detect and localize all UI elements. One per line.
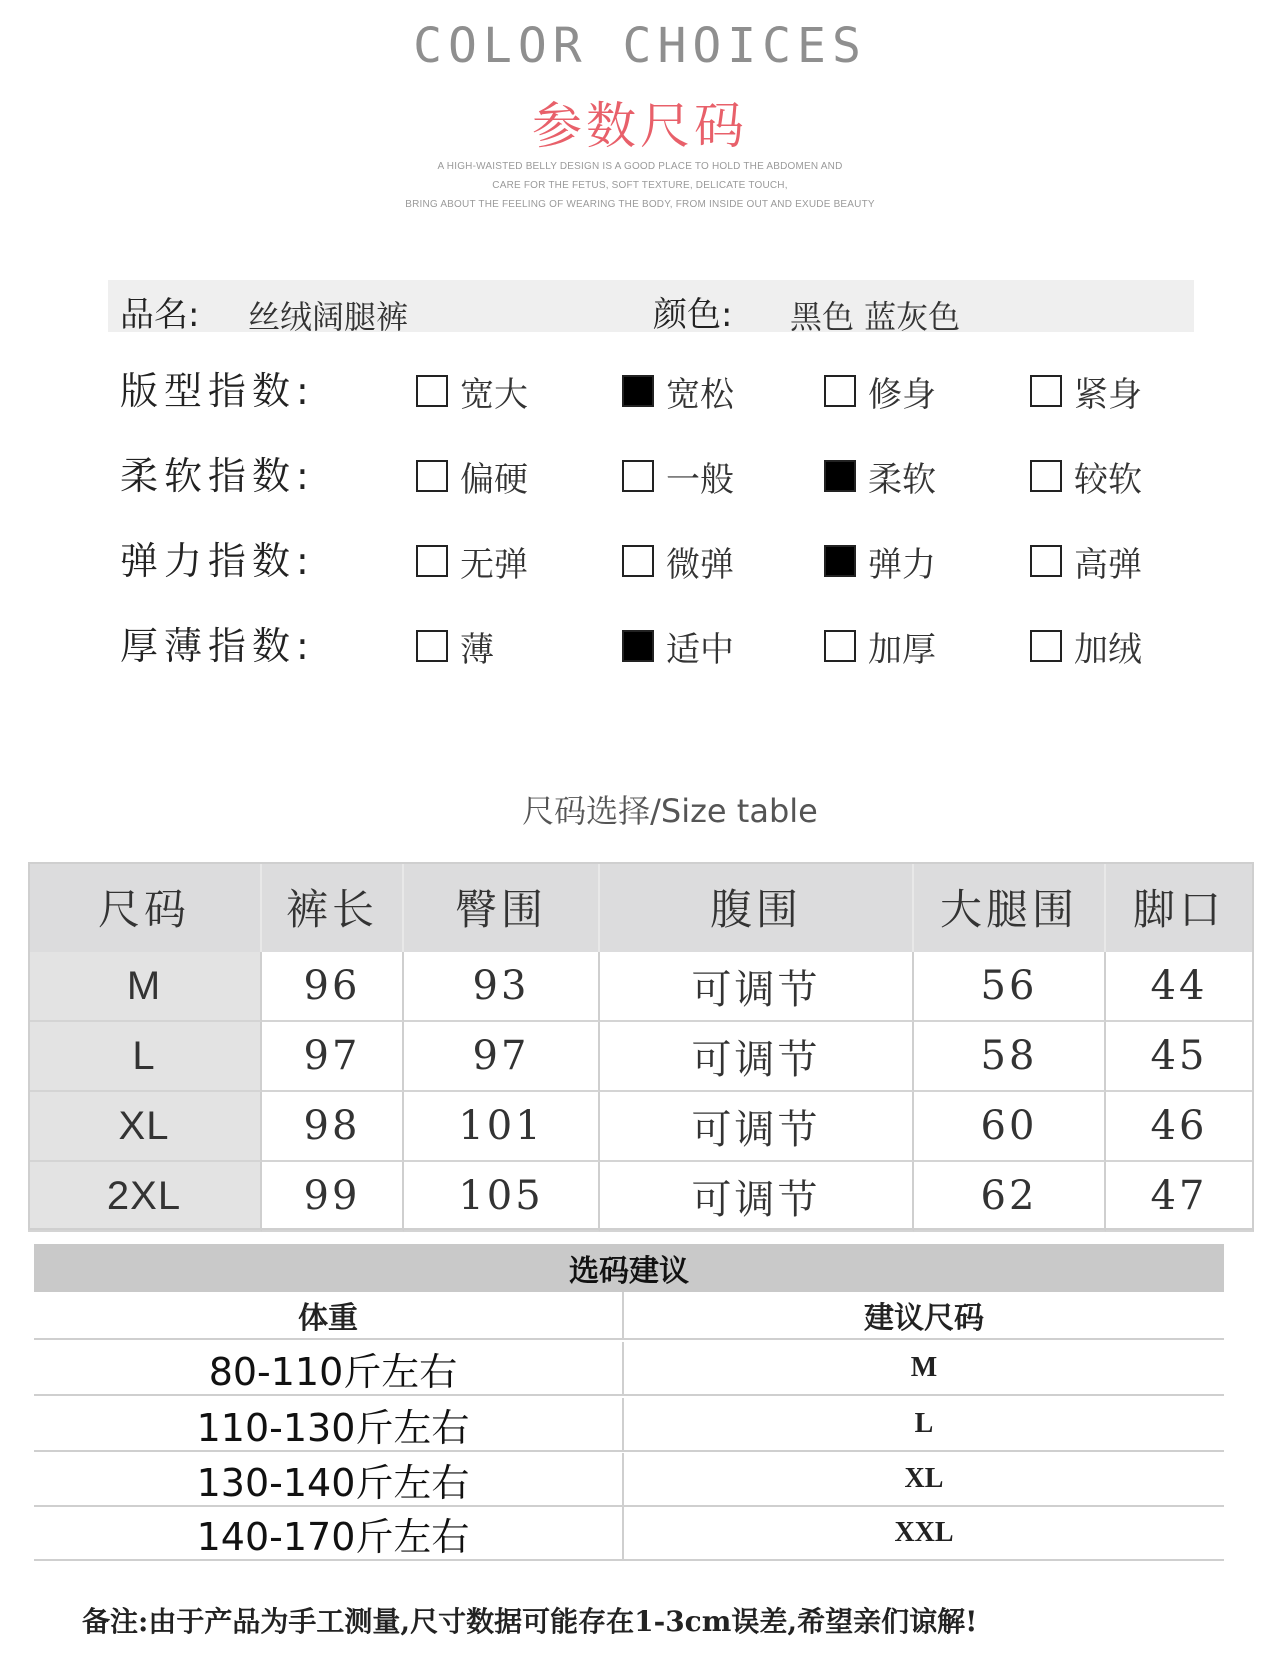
recommendation-header-row bbox=[34, 1292, 1224, 1340]
checked-box-icon bbox=[824, 545, 856, 577]
size-table-row bbox=[28, 1022, 1254, 1092]
product-name-label: 品名: bbox=[120, 295, 200, 335]
size-table-cell: 98 bbox=[262, 1092, 404, 1162]
empty-box-icon bbox=[416, 375, 448, 407]
size-table-cell: XL bbox=[28, 1092, 262, 1162]
empty-box-icon bbox=[1030, 630, 1062, 662]
size-table-header-cell: 尺码 bbox=[28, 862, 262, 952]
index-option bbox=[622, 538, 734, 584]
size-table-title: 尺码选择/Size table bbox=[522, 792, 818, 830]
recommendation-row bbox=[34, 1453, 1224, 1507]
index-option bbox=[622, 623, 734, 669]
size-table-header-cell: 大腿围 bbox=[914, 862, 1106, 952]
size-table-cell: 45 bbox=[1106, 1022, 1254, 1092]
size-table-cell: 60 bbox=[914, 1092, 1106, 1162]
index-option-label: 宽松 bbox=[666, 374, 734, 415]
index-option bbox=[1030, 368, 1142, 414]
checked-box-icon bbox=[824, 460, 856, 492]
size-table-row bbox=[28, 1092, 1254, 1162]
index-label: 厚薄指数: bbox=[120, 624, 315, 668]
recommendation-header-cell: 体重 bbox=[34, 1292, 624, 1338]
index-option-label: 微弹 bbox=[666, 544, 734, 585]
size-table-cell: 2XL bbox=[28, 1162, 262, 1232]
empty-box-icon bbox=[824, 375, 856, 407]
size-table-cell: 62 bbox=[914, 1162, 1106, 1232]
index-option bbox=[416, 368, 528, 414]
empty-box-icon bbox=[1030, 545, 1062, 577]
empty-box-icon bbox=[622, 460, 654, 492]
size-table-header-cell: 腹围 bbox=[600, 862, 914, 952]
index-option-label: 修身 bbox=[868, 374, 936, 415]
empty-box-icon bbox=[1030, 460, 1062, 492]
index-option-label: 加厚 bbox=[868, 629, 936, 670]
index-option bbox=[1030, 453, 1142, 499]
size-table-cell: 47 bbox=[1106, 1162, 1254, 1232]
index-option-label: 加绒 bbox=[1074, 629, 1142, 670]
index-option-label: 薄 bbox=[460, 629, 494, 670]
recommendation-row bbox=[34, 1398, 1224, 1452]
index-option bbox=[416, 538, 528, 584]
weight-cell: 110-130斤左右 bbox=[34, 1398, 624, 1450]
size-table-cell: 97 bbox=[262, 1022, 404, 1092]
size-table-cell: 101 bbox=[404, 1092, 600, 1162]
index-option-label: 宽大 bbox=[460, 374, 528, 415]
index-option bbox=[824, 368, 936, 414]
recommendation-row bbox=[34, 1507, 1224, 1561]
index-option bbox=[622, 453, 734, 499]
size-table-cell: 可调节 bbox=[600, 1092, 914, 1162]
recommendation-header-cell: 建议尺码 bbox=[864, 1301, 984, 1336]
size-table-header-cell: 臀围 bbox=[404, 862, 600, 952]
size-table-cell: 97 bbox=[404, 1022, 600, 1092]
size-table-cell: 44 bbox=[1106, 952, 1254, 1022]
size-table bbox=[28, 862, 1254, 1230]
index-row bbox=[0, 445, 1280, 505]
size-table-header-cell: 裤长 bbox=[262, 862, 404, 952]
subtitle-line-2: CARE FOR THE FETUS, SOFT TEXTURE, DELICATE TOUCH, bbox=[492, 180, 788, 191]
size-table-cell: 58 bbox=[914, 1022, 1106, 1092]
empty-box-icon bbox=[416, 460, 448, 492]
index-label: 弹力指数: bbox=[120, 539, 315, 583]
suggested-size-cell: XXL bbox=[894, 1517, 954, 1548]
size-table-cell: M bbox=[28, 952, 262, 1022]
size-table-cell: 93 bbox=[404, 952, 600, 1022]
index-option bbox=[1030, 538, 1142, 584]
title-en: COLOR CHOICES bbox=[413, 18, 867, 74]
size-table-header-cell: 脚口 bbox=[1106, 862, 1254, 952]
empty-box-icon bbox=[416, 545, 448, 577]
size-table-cell: 可调节 bbox=[600, 952, 914, 1022]
index-option-label: 无弹 bbox=[460, 544, 528, 585]
index-label: 版型指数: bbox=[120, 369, 315, 413]
subtitle-line-3: BRING ABOUT THE FEELING OF WEARING THE BODY, FROM INSIDE OUT AND EXUDE BEAUTY bbox=[405, 199, 875, 210]
empty-box-icon bbox=[622, 545, 654, 577]
size-table-cell: L bbox=[28, 1022, 262, 1092]
size-table-cell: 可调节 bbox=[600, 1162, 914, 1232]
size-table-cell: 56 bbox=[914, 952, 1106, 1022]
size-table-cell: 99 bbox=[262, 1162, 404, 1232]
title-cn: 参数尺码 bbox=[532, 97, 748, 155]
weight-cell: 140-170斤左右 bbox=[34, 1507, 624, 1559]
weight-cell: 130-140斤左右 bbox=[34, 1453, 624, 1505]
weight-cell: 80-110斤左右 bbox=[34, 1342, 624, 1394]
index-option-label: 弹力 bbox=[868, 544, 936, 585]
index-option bbox=[824, 623, 936, 669]
product-color-value: 黑色 蓝灰色 bbox=[790, 298, 961, 336]
size-table-row bbox=[28, 1162, 1254, 1232]
size-table-row bbox=[28, 952, 1254, 1022]
index-option-label: 一般 bbox=[666, 459, 734, 500]
index-option-label: 适中 bbox=[666, 629, 734, 670]
product-name-value: 丝绒阔腿裤 bbox=[248, 298, 409, 336]
note-text: 备注:由于产品为手工测量,尺寸数据可能存在1-3cm误差,希望亲们谅解! bbox=[82, 1605, 978, 1638]
subtitle-line-1: A HIGH-WAISTED BELLY DESIGN IS A GOOD PLACE TO HOLD THE ABDOMEN AND bbox=[437, 161, 843, 172]
empty-box-icon bbox=[824, 630, 856, 662]
suggested-size-cell: XL bbox=[904, 1463, 944, 1494]
recommendation-row bbox=[34, 1342, 1224, 1396]
index-row bbox=[0, 530, 1280, 590]
size-table-header bbox=[28, 862, 1254, 952]
index-option-label: 高弹 bbox=[1074, 544, 1142, 585]
suggested-size-cell: M bbox=[910, 1352, 938, 1383]
empty-box-icon bbox=[416, 630, 448, 662]
empty-box-icon bbox=[1030, 375, 1062, 407]
product-color-label: 颜色: bbox=[653, 295, 733, 335]
index-row bbox=[0, 615, 1280, 675]
index-option bbox=[416, 453, 528, 499]
checked-box-icon bbox=[622, 375, 654, 407]
index-option-label: 较软 bbox=[1074, 459, 1142, 500]
index-label: 柔软指数: bbox=[120, 454, 315, 498]
size-table-cell: 96 bbox=[262, 952, 404, 1022]
size-table-cell: 可调节 bbox=[600, 1022, 914, 1092]
index-option-label: 紧身 bbox=[1074, 374, 1142, 415]
checked-box-icon bbox=[622, 630, 654, 662]
index-option-label: 偏硬 bbox=[460, 459, 528, 500]
index-option bbox=[416, 623, 494, 669]
index-row bbox=[0, 360, 1280, 420]
suggested-size-cell: L bbox=[914, 1408, 934, 1439]
index-option bbox=[1030, 623, 1142, 669]
index-option-label: 柔软 bbox=[868, 459, 936, 500]
index-option bbox=[824, 538, 936, 584]
recommendation-title: 选码建议 bbox=[34, 1244, 1224, 1292]
product-info-bar bbox=[108, 280, 1194, 336]
size-table-cell: 105 bbox=[404, 1162, 600, 1232]
index-option bbox=[824, 453, 936, 499]
size-table-cell: 46 bbox=[1106, 1092, 1254, 1162]
index-option bbox=[622, 368, 734, 414]
